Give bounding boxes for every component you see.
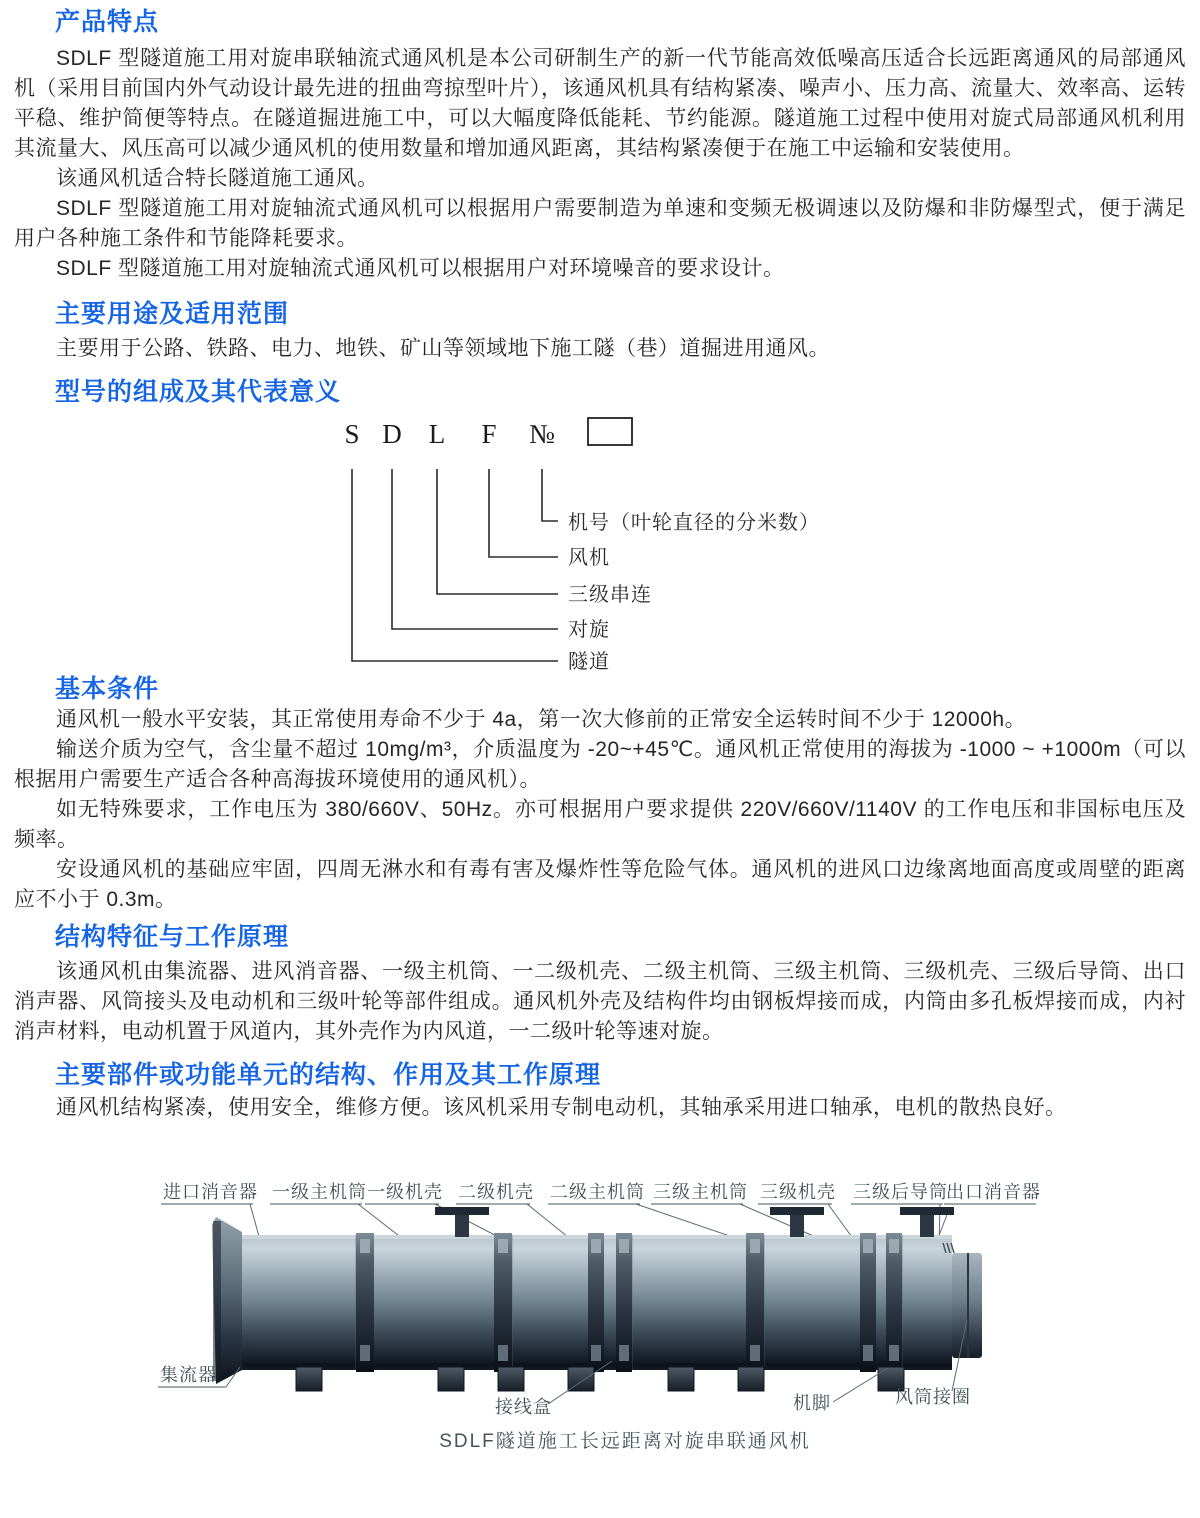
fan-label-machine-foot: 机脚 [793,1393,831,1413]
fan-structure-diagram [100,1165,1120,1465]
model-meaning-counter-rotating: 对旋 [568,619,610,641]
paragraph: 该通风机由集流器、进风消音器、一级主机筒、一二级机壳、二级主机筒、三级主机筒、三级机壳、三级后导筒、出口消声器、风筒接头及电动机和三级叶轮等部件组成。通风机外壳及结构件均由钢板焊接而成，内筒由多孔板焊接而成，内衬消声材料，电动机置于风道内，其外壳作为内风道，一二级叶轮等速对旋。 [14,960,1186,1043]
section-heading-product-features: 产品特点 [55,8,160,36]
paragraph: 通风机一般水平安装，其正常使用寿命不少于 4a，第一次大修前的正常安全运转时间不少于 12000h。 [56,708,1027,731]
paragraph: 该通风机适合特长隧道施工通风。 [56,167,379,190]
model-composition-diagram [330,411,990,675]
diagram-line [489,469,558,557]
section-heading-main-parts: 主要部件或功能单元的结构、作用及其工作原理 [55,1061,602,1089]
paragraph: 主要用于公路、铁路、电力、地铁、矿山等领域地下施工隧（巷）道掘进用通风。 [56,337,830,360]
section-heading-basic-conditions: 基本条件 [55,675,160,703]
paragraph: 通风机结构紧凑，使用安全，维修方便。该风机采用专制电动机，其轴承采用进口轴承，电机的散热良好。 [56,1096,1067,1119]
diagram-line [352,469,558,661]
diagram-line [542,469,558,521]
model-letter-no: № [529,419,555,449]
fan-label-stage3-casing: 三级机壳 [760,1182,836,1202]
document-page [0,8,1200,1518]
fan-label-inlet-silencer: 进口消音器 [163,1182,258,1202]
model-meaning-tunnel: 隧道 [568,651,610,673]
section-heading-usage: 主要用途及适用范围 [55,300,290,328]
fan-label-stage2-casing: 二级机壳 [458,1182,534,1202]
diagram-line [437,469,558,594]
fan-label-rear-guide: 三级后导筒 [853,1182,948,1202]
diagram-line [392,469,558,629]
fan-label-junction-box: 接线盒 [495,1397,552,1417]
model-letter-s: S [344,419,360,449]
fan-label-stage1-cylinder: 一级主机筒 [272,1182,367,1202]
model-meaning-number: 机号（叶轮直径的分米数） [568,512,820,534]
model-letter-l: L [428,419,446,449]
fan-label-stage2-cylinder: 二级主机筒 [550,1182,645,1202]
section-heading-structure: 结构特征与工作原理 [55,923,290,951]
fan-label-duct-ring: 风筒接圈 [895,1387,971,1407]
model-letter-d: D [382,419,402,449]
model-meaning-three-stage: 三级串连 [568,584,652,606]
paragraph: 安设通风机的基础应牢固，四周无淋水和有毒有害及爆炸性等危险气体。通风机的进风口边缘离地面高度或周壁的距离应不小于 0.3m。 [14,858,1186,911]
fan-diagram-caption: SDLF隧道施工长远距离对旋串联通风机 [439,1431,811,1452]
fan-label-stage3-cylinder: 三级主机筒 [653,1182,748,1202]
paragraph: SDLF 型隧道施工用对旋串联轴流式通风机是本公司研制生产的新一代节能高效低噪高压适合长远距离通风的局部通风机（采用目前国内外气动设计最先进的扭曲弯掠型叶片），该通风机具有结构紧凑、噪声小、压力高、流量大、效率高、运转平稳、维护简便等特点。在隧道掘进施工中，可以大幅度降低能耗、节约能源。隧道施工过程中使用对旋式局部通风机利用其流量大、风压高可以减少通风机的使用数量和增加通风距离，其结构紧凑便于在施工中运输和安装使用。 [14,47,1186,160]
paragraph: 输送介质为空气，含尘量不超过 10mg/m³，介质温度为 -20~+45℃。通风机正常使用的海拔为 -1000 ~ +1000m（可以根据用户需要生产适合各种高海拔环境使用的通风机）。 [14,738,1186,791]
model-meaning-fan: 风机 [568,547,610,569]
top-fittings [435,1207,954,1237]
paragraph: SDLF 型隧道施工用对旋轴流式通风机可以根据用户对环境噪音的要求设计。 [56,257,785,280]
paragraph: SDLF 型隧道施工用对旋轴流式通风机可以根据用户需要制造为单速和变频无极调速以及防爆和非防爆型式，便于满足用户各种施工条件和节能降耗要求。 [14,197,1186,250]
fan-label-collector: 集流器 [160,1365,217,1385]
fan-label-stage1-casing: 一级机壳 [367,1182,443,1202]
bell-inner-shadow [213,1221,221,1381]
section-heading-model-composition: 型号的组成及其代表意义 [55,378,342,406]
paragraph: 如无特殊要求，工作电压为 380/660V、50Hz。亦可根据用户要求提供 220V/660V/1140V 的工作电压和非国标电压及频率。 [14,798,1186,851]
model-number-box [588,418,632,445]
model-letter-f: F [481,419,497,449]
fan-label-outlet-silencer: 出口消音器 [946,1182,1041,1202]
